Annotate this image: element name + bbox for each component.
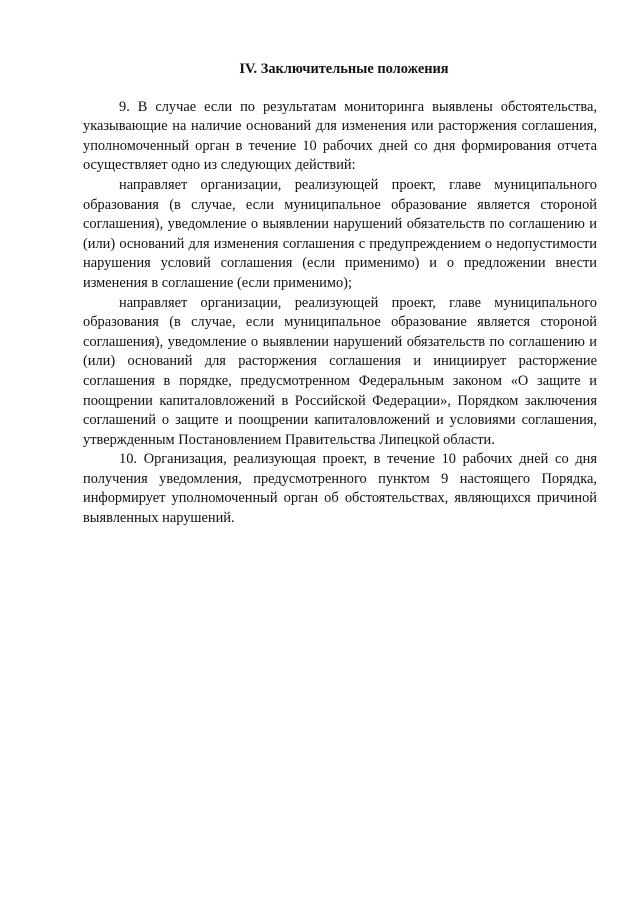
paragraph-9: 9. В случае если по результатам мониторинга выявлены обстоятельства, указывающие на наличие оснований для изменения или расторжения соглашения, уполномоченный орган в течение 10 рабочих дней со дня формирования отчета осуществляет одно из следующих действий: — [83, 98, 597, 174]
section-heading: IV. Заключительные положения — [239, 61, 449, 77]
paragraph-10: 10. Организация, реализующая проект, в течение 10 рабочих дней со дня получения уведомления, предусмотренного пунктом 9 настоящего Порядка, информирует уполномоченный орган об обстоятельствах, являющихся причиной выявленных нарушений. — [83, 451, 597, 527]
document-body — [83, 60, 597, 529]
paragraph-9-action-2: направляет организации, реализующей проект, главе муниципального образования (в случае, если муниципальное образование является стороной соглашения), уведомление о выявлении нарушений обязательств по соглашению и (или) оснований для расторжения соглашения и инициирует расторжение соглашения в порядке, предусмотренном Федеральным законом «О защите и поощрении капиталовложений в Российской Федерации», Порядком заключения соглашений о защите и поощрении капиталовложений и условиями соглашения, утвержденным Постановлением Правительства Липецкой области. — [83, 294, 597, 448]
paragraph-9-action-1: направляет организации, реализующей проект, главе муниципального образования (в случае, если муниципальное образование является стороной соглашения), уведомление о выявлении нарушений обязательств по соглашению и (или) оснований для изменения соглашения с предупреждением о недопустимости нарушения условий соглашения (если применимо) и о предложении внести изменения в соглашение (если применимо); — [83, 176, 597, 291]
